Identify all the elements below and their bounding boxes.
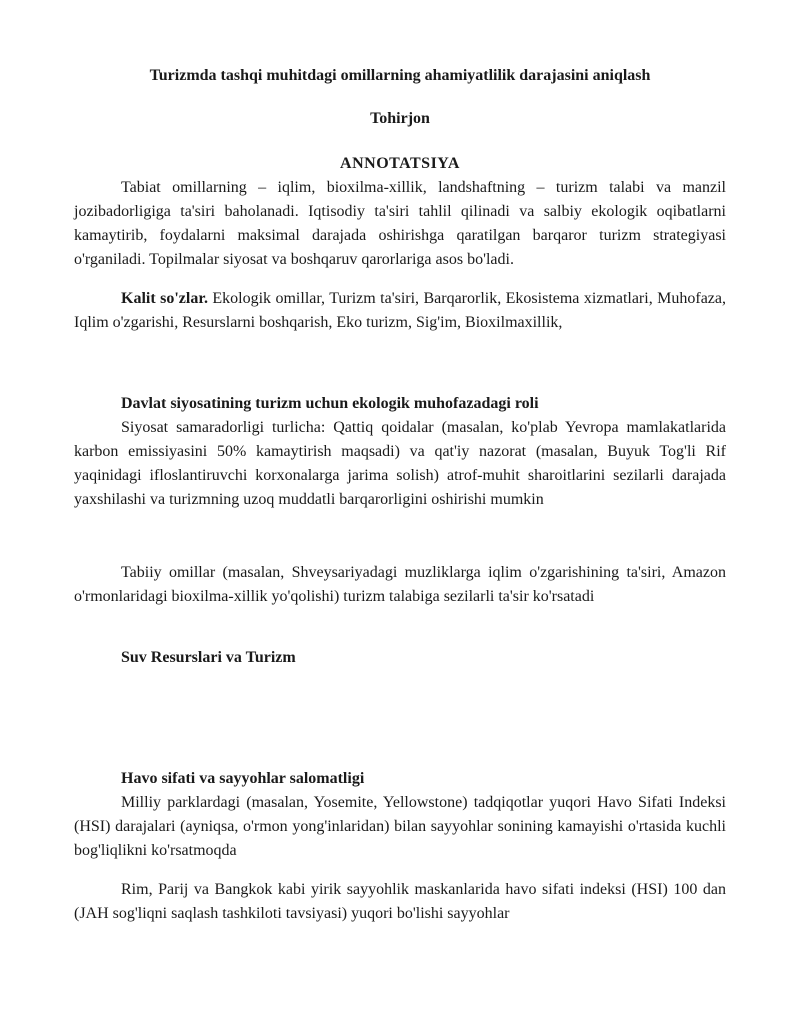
section-heading-water: Suv Resurslari va Turizm <box>121 649 296 666</box>
policy-paragraph: Siyosat samaradorligi turlicha: Qattiq qoidalar (masalan, ko'plab Yevropa mamlakatlarida karbon emissiyasini 50% kamaytirish maqsadi) va qat'iy nazorat (masalan, Buyuk Tog'li Rif yaqinidagi ifloslantiruvchi korxonalarga jarima solish) atrof-muhit sharoitlarini sezilarli darajada yaxshilashi va turizmning uzoq muddatli barqarorligini oshirishi mumkin <box>74 419 726 508</box>
document-page <box>74 64 726 926</box>
air-paragraph-1: Milliy parklardagi (masalan, Yosemite, Yellowstone) tadqiqotlar yuqori Havo Sifati Indeksi (HSI) darajalari (ayniqsa, o'rmon yong'inlaridan) bilan sayyohlar sonining kamayishi o'rtasida kuchli bog'liqlikni ko'rsatmoqda <box>74 794 726 859</box>
annotation-paragraph: Tabiat omillarning – iqlim, bioxilma-xillik, landshaftning – turizm talabi va manzil jozibadorligiga ta'siri baholanadi. Iqtisodiy ta'siri tahlil qilinadi va salbiy ekologik oqibatlarni kamaytirib, foydalarni maksimal darajada oshirishga qaratilgan barqaror turizm strategiyasi o'rganiladi. Topilmalar siyosat va boshqaruv qarorlariga asos bo'ladi. <box>74 179 726 268</box>
document-title: Turizmda tashqi muhitdagi omillarning ahamiyatlilik darajasini aniqlash <box>149 67 651 84</box>
keywords-paragraph <box>74 287 726 335</box>
keywords-label: Kalit so'zlar. <box>121 290 208 307</box>
section-heading-air: Havo sifati va sayyohlar salomatligi <box>121 770 365 787</box>
keywords-text: Ekologik omillar, Turizm ta'siri, Barqarorlik, Ekosistema xizmatlari, Muhofaza, Iqlim o'zgarishi, Resurslarni boshqarish, Eko turizm, Sig'im, Bioxilmaxillik, <box>74 290 726 331</box>
air-paragraph-2: Rim, Parij va Bangkok kabi yirik sayyohlik maskanlarida havo sifati indeksi (HSI) 100 dan (JAH sog'liqni saqlash tashkiloti tavsiyasi) yuqori bo'lishi sayyohlar <box>74 881 726 922</box>
nature-paragraph: Tabiiy omillar (masalan, Shveysariyadagi muzliklarga iqlim o'zgarishining ta'siri, Amazon o'rmonlaridagi bioxilma-xillik yo'qolishi) turizm talabiga sezilarli ta'sir ko'rsatadi <box>74 564 726 605</box>
author-name: Tohirjon <box>370 110 430 127</box>
section-heading-policy: Davlat siyosatining turizm uchun ekologik muhofazadagi roli <box>121 395 539 412</box>
annotation-heading: ANNOTATSIYA <box>340 155 460 172</box>
